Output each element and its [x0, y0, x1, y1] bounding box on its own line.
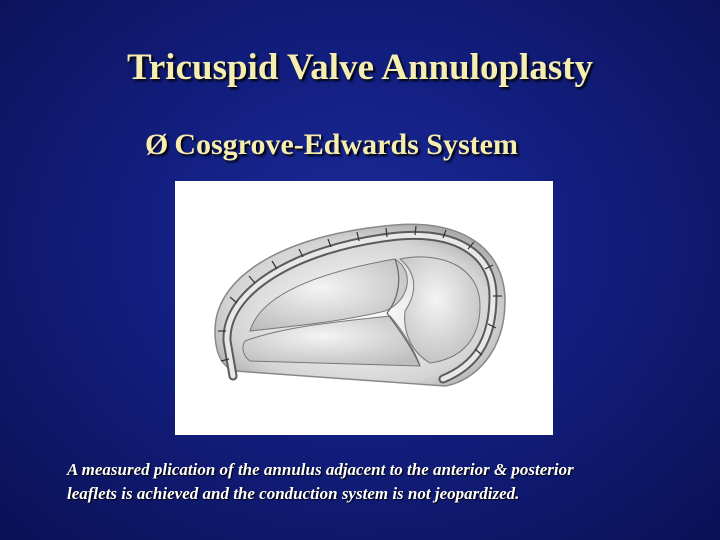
slide-caption [67, 458, 687, 506]
bullet-item [145, 128, 518, 162]
slide-title: Tricuspid Valve Annuloplasty [126, 47, 594, 88]
arrow-bullet-icon: Ø [145, 128, 169, 161]
caption-line-2: leaflets is achieved and the conduction system is not jeopardized. [67, 484, 520, 503]
tricuspid-valve-annuloplasty-illustration [175, 181, 553, 435]
valve-illustration [175, 181, 553, 435]
caption-line-1: A measured plication of the annulus adjacent to the anterior & posterior [67, 460, 574, 479]
bullet-text: Cosgrove-Edwards System [174, 128, 518, 161]
